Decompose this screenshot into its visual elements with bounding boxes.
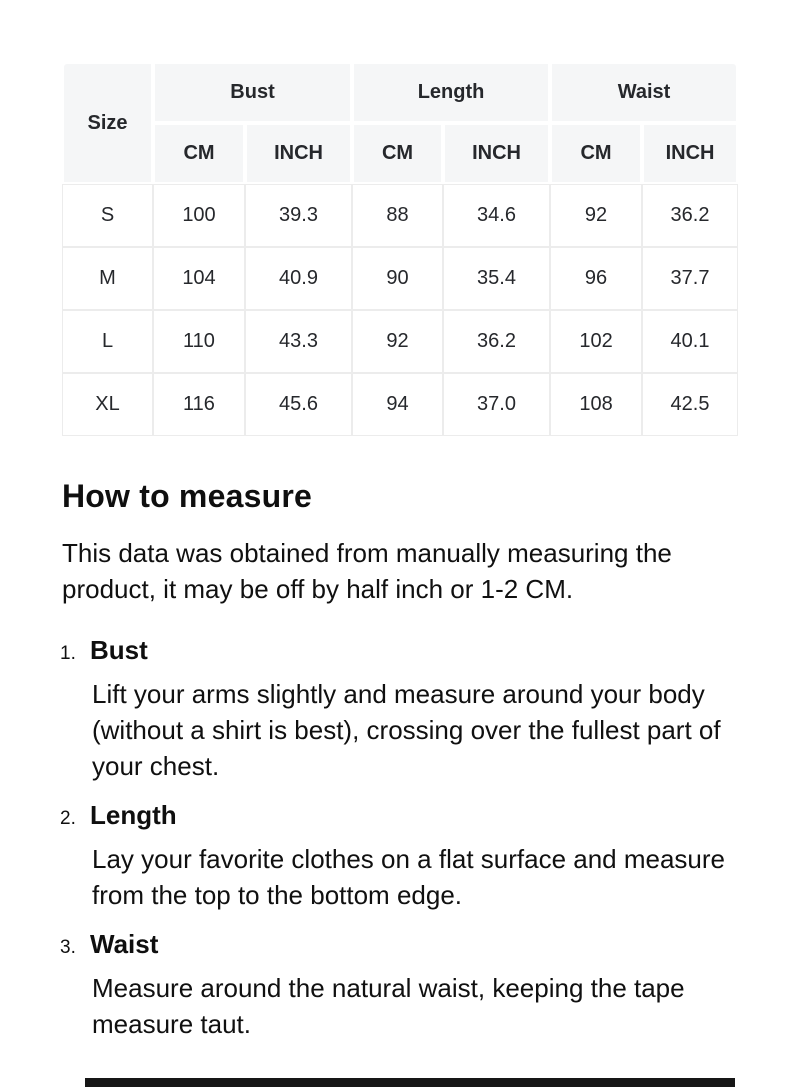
cell-size: L bbox=[62, 310, 153, 373]
cell-waist-inch: 36.2 bbox=[642, 184, 738, 247]
table-row-s bbox=[62, 184, 738, 247]
column-header-waist: Waist bbox=[550, 62, 738, 123]
unit-header-length-cm: CM bbox=[352, 123, 443, 184]
unit-header-bust-cm: CM bbox=[153, 123, 245, 184]
cell-bust-inch: 40.9 bbox=[245, 247, 352, 310]
unit-header-waist-inch: INCH bbox=[642, 123, 738, 184]
cell-length-inch: 35.4 bbox=[443, 247, 550, 310]
cell-length-inch: 36.2 bbox=[443, 310, 550, 373]
unit-header-bust-inch: INCH bbox=[245, 123, 352, 184]
step-heading bbox=[62, 929, 738, 960]
cell-length-cm: 94 bbox=[352, 373, 443, 436]
cell-waist-inch: 37.7 bbox=[642, 247, 738, 310]
step-title: Length bbox=[90, 800, 177, 830]
cell-size: M bbox=[62, 247, 153, 310]
step-description: Lay your favorite clothes on a flat surface and measure from the top to the bottom edge. bbox=[92, 844, 726, 910]
table-row-m bbox=[62, 247, 738, 310]
cell-bust-cm: 116 bbox=[153, 373, 245, 436]
step-number: 1. bbox=[60, 643, 76, 664]
table-row-xl bbox=[62, 373, 738, 436]
column-header-bust: Bust bbox=[153, 62, 352, 123]
cell-waist-cm: 92 bbox=[550, 184, 642, 247]
measure-steps-list bbox=[62, 635, 738, 1042]
cell-size: S bbox=[62, 184, 153, 247]
cell-waist-inch: 40.1 bbox=[642, 310, 738, 373]
cell-bust-cm: 104 bbox=[153, 247, 245, 310]
size-chart-header bbox=[62, 62, 738, 184]
unit-header-waist-cm: CM bbox=[550, 123, 642, 184]
cell-size: XL bbox=[62, 373, 153, 436]
cell-length-inch: 37.0 bbox=[443, 373, 550, 436]
list-item-bust bbox=[62, 635, 738, 784]
step-heading bbox=[62, 800, 738, 831]
cell-bust-inch: 39.3 bbox=[245, 184, 352, 247]
cell-length-inch: 34.6 bbox=[443, 184, 550, 247]
cell-waist-cm: 102 bbox=[550, 310, 642, 373]
step-title: Waist bbox=[90, 929, 159, 959]
unit-header-length-inch: INCH bbox=[443, 123, 550, 184]
table-row-l bbox=[62, 310, 738, 373]
cell-waist-cm: 96 bbox=[550, 247, 642, 310]
cell-bust-inch: 45.6 bbox=[245, 373, 352, 436]
list-item-waist bbox=[62, 929, 738, 1042]
size-chart-table bbox=[62, 62, 738, 436]
step-heading bbox=[62, 635, 738, 666]
step-title: Bust bbox=[90, 635, 148, 665]
column-header-length: Length bbox=[352, 62, 550, 123]
cell-waist-inch: 42.5 bbox=[642, 373, 738, 436]
cell-length-cm: 90 bbox=[352, 247, 443, 310]
step-number: 3. bbox=[60, 937, 76, 958]
how-to-measure-heading: How to measure bbox=[62, 478, 312, 514]
cell-bust-inch: 43.3 bbox=[245, 310, 352, 373]
step-description: Measure around the natural waist, keeping the tape measure taut. bbox=[92, 973, 685, 1039]
cell-bust-cm: 100 bbox=[153, 184, 245, 247]
cell-bust-cm: 110 bbox=[153, 310, 245, 373]
size-chart-body bbox=[62, 184, 738, 436]
step-description: Lift your arms slightly and measure around your body (without a shirt is best), crossing over the fullest part of your chest. bbox=[92, 679, 721, 781]
cell-length-cm: 92 bbox=[352, 310, 443, 373]
cell-length-cm: 88 bbox=[352, 184, 443, 247]
partial-next-section-bar bbox=[85, 1078, 735, 1087]
list-item-length bbox=[62, 800, 738, 913]
step-number: 2. bbox=[60, 808, 76, 829]
measure-disclaimer-text: This data was obtained from manually measuring the product, it may be off by half inch or 1-2 CM. bbox=[62, 538, 672, 604]
column-header-size: Size bbox=[62, 62, 153, 184]
cell-waist-cm: 108 bbox=[550, 373, 642, 436]
